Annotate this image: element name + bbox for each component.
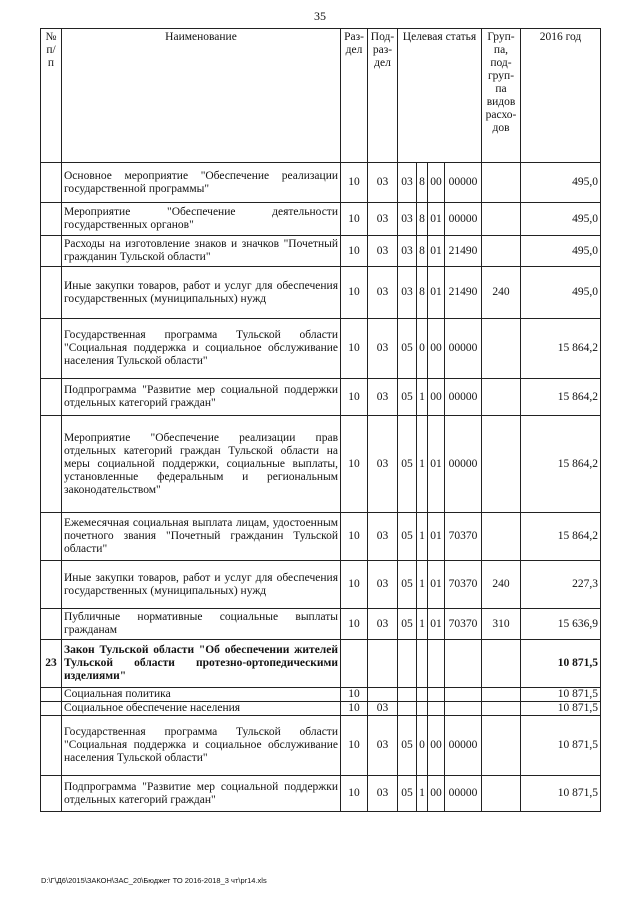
cell-podrazdel: 03 <box>368 561 398 609</box>
cell-target-event: 00 <box>428 379 445 416</box>
table-header-row <box>41 29 601 163</box>
cell-target-direction: 21490 <box>445 236 482 267</box>
cell-num <box>41 236 62 267</box>
table-row <box>41 702 601 716</box>
cell-target-direction: 00000 <box>445 319 482 379</box>
cell-target-subprogram: 1 <box>417 776 428 812</box>
cell-target-event: 01 <box>428 236 445 267</box>
cell-expense-group <box>482 416 521 513</box>
cell-podrazdel: 03 <box>368 319 398 379</box>
cell-amount-2016: 15 864,2 <box>521 319 601 379</box>
table-row <box>41 236 601 267</box>
cell-razdel: 10 <box>341 609 368 640</box>
cell-name: Подпрограмма "Развитие мер социальной поддержки отдельных категорий граждан" <box>62 776 341 812</box>
cell-target-direction: 00000 <box>445 203 482 236</box>
cell-podrazdel: 03 <box>368 163 398 203</box>
cell-amount-2016: 10 871,5 <box>521 702 601 716</box>
cell-target-subprogram: 1 <box>417 561 428 609</box>
cell-amount-2016: 15 636,9 <box>521 609 601 640</box>
cell-expense-group <box>482 236 521 267</box>
cell-podrazdel <box>368 688 398 702</box>
cell-target-direction <box>445 640 482 688</box>
cell-target-subprogram <box>417 688 428 702</box>
cell-target-direction: 00000 <box>445 379 482 416</box>
cell-name: Мероприятие "Обеспечение реализации прав отдельных категорий граждан Тульской области на меры социальной поддержки, социальные выплаты, установленные федеральным и региональным законодательством" <box>62 416 341 513</box>
cell-expense-group <box>482 640 521 688</box>
cell-target-program <box>398 702 417 716</box>
cell-target-event: 01 <box>428 513 445 561</box>
cell-target-direction: 21490 <box>445 267 482 319</box>
cell-name: Основное мероприятие "Обеспечение реализации государственной программы" <box>62 163 341 203</box>
cell-amount-2016: 15 864,2 <box>521 416 601 513</box>
budget-table <box>40 28 601 812</box>
cell-target-event <box>428 688 445 702</box>
table-row <box>41 688 601 702</box>
cell-target-program: 05 <box>398 416 417 513</box>
cell-podrazdel: 03 <box>368 609 398 640</box>
cell-target-subprogram: 8 <box>417 267 428 319</box>
cell-podrazdel: 03 <box>368 702 398 716</box>
cell-expense-group <box>482 163 521 203</box>
cell-target-program: 05 <box>398 379 417 416</box>
cell-name: Государственная программа Тульской области "Социальная поддержка и социальное обслуживание населения Тульской области" <box>62 716 341 776</box>
page-number: 35 <box>314 9 326 23</box>
cell-target-subprogram: 0 <box>417 716 428 776</box>
cell-num <box>41 716 62 776</box>
cell-target-event: 00 <box>428 163 445 203</box>
cell-target-direction: 00000 <box>445 776 482 812</box>
cell-podrazdel: 03 <box>368 267 398 319</box>
cell-target-event <box>428 640 445 688</box>
cell-target-subprogram: 1 <box>417 379 428 416</box>
header-gruppa: Груп- па, под- груп- па видов расхо- дов <box>482 29 521 163</box>
cell-num <box>41 163 62 203</box>
cell-target-program: 05 <box>398 513 417 561</box>
header-num: № п/ п <box>41 29 62 163</box>
cell-name: Публичные нормативные социальные выплаты гражданам <box>62 609 341 640</box>
header-podrazdel: Под- раз- дел <box>368 29 398 163</box>
cell-name: Социальное обеспечение населения <box>62 702 341 716</box>
cell-amount-2016: 10 871,5 <box>521 776 601 812</box>
cell-razdel: 10 <box>341 688 368 702</box>
cell-expense-group <box>482 702 521 716</box>
cell-amount-2016: 495,0 <box>521 267 601 319</box>
cell-target-subprogram: 8 <box>417 163 428 203</box>
file-path-footer: D:\Г\Д6\2015\ЗАКОН\ЗАС_20\Бюджет ТО 2016-2018_3 чт\pr14.xls <box>41 876 267 885</box>
cell-target-event: 01 <box>428 416 445 513</box>
cell-num <box>41 688 62 702</box>
cell-razdel: 10 <box>341 416 368 513</box>
cell-target-program: 03 <box>398 163 417 203</box>
cell-razdel: 10 <box>341 716 368 776</box>
cell-target-subprogram: 1 <box>417 609 428 640</box>
cell-expense-group <box>482 379 521 416</box>
cell-amount-2016: 495,0 <box>521 236 601 267</box>
cell-target-program: 05 <box>398 716 417 776</box>
cell-target-direction: 00000 <box>445 163 482 203</box>
table-row <box>41 203 601 236</box>
header-name: Наименование <box>62 29 341 163</box>
cell-expense-group <box>482 688 521 702</box>
cell-expense-group <box>482 203 521 236</box>
table-row <box>41 513 601 561</box>
cell-target-direction: 70370 <box>445 609 482 640</box>
table-row <box>41 640 601 688</box>
cell-name: Расходы на изготовление знаков и значков "Почетный гражданин Тульской области" <box>62 236 341 267</box>
cell-target-subprogram <box>417 640 428 688</box>
cell-amount-2016: 227,3 <box>521 561 601 609</box>
table-row <box>41 609 601 640</box>
cell-target-subprogram: 0 <box>417 319 428 379</box>
cell-podrazdel <box>368 640 398 688</box>
header-celevaya-statya: Целевая статья <box>398 29 482 163</box>
cell-name: Иные закупки товаров, работ и услуг для обеспечения государственных (муниципальных) нужд <box>62 561 341 609</box>
cell-target-subprogram: 8 <box>417 236 428 267</box>
cell-name: Социальная политика <box>62 688 341 702</box>
cell-target-program: 03 <box>398 267 417 319</box>
cell-expense-group: 310 <box>482 609 521 640</box>
cell-target-event: 00 <box>428 319 445 379</box>
table-row <box>41 319 601 379</box>
cell-name: Иные закупки товаров, работ и услуг для обеспечения государственных (муниципальных) нужд <box>62 267 341 319</box>
cell-num <box>41 513 62 561</box>
cell-target-direction <box>445 702 482 716</box>
cell-target-direction: 70370 <box>445 561 482 609</box>
cell-podrazdel: 03 <box>368 513 398 561</box>
cell-expense-group <box>482 776 521 812</box>
table-row <box>41 776 601 812</box>
cell-target-program: 05 <box>398 609 417 640</box>
cell-target-program: 05 <box>398 776 417 812</box>
cell-target-program: 03 <box>398 236 417 267</box>
cell-num <box>41 203 62 236</box>
cell-podrazdel: 03 <box>368 379 398 416</box>
cell-num <box>41 319 62 379</box>
cell-amount-2016: 10 871,5 <box>521 640 601 688</box>
cell-target-subprogram: 8 <box>417 203 428 236</box>
cell-amount-2016: 495,0 <box>521 163 601 203</box>
cell-amount-2016: 10 871,5 <box>521 688 601 702</box>
cell-target-event: 01 <box>428 609 445 640</box>
cell-podrazdel: 03 <box>368 416 398 513</box>
cell-amount-2016: 15 864,2 <box>521 379 601 416</box>
cell-razdel <box>341 640 368 688</box>
header-year: 2016 год <box>521 29 601 163</box>
cell-amount-2016: 15 864,2 <box>521 513 601 561</box>
table-row <box>41 267 601 319</box>
cell-num <box>41 609 62 640</box>
cell-razdel: 10 <box>341 236 368 267</box>
table-row <box>41 379 601 416</box>
cell-razdel: 10 <box>341 319 368 379</box>
cell-target-program <box>398 640 417 688</box>
cell-razdel: 10 <box>341 702 368 716</box>
cell-expense-group <box>482 513 521 561</box>
cell-expense-group <box>482 319 521 379</box>
cell-target-event: 01 <box>428 267 445 319</box>
cell-name: Закон Тульской области "Об обеспечении жителей Тульской области протезно-ортопедическими изделиями" <box>62 640 341 688</box>
cell-expense-group: 240 <box>482 561 521 609</box>
cell-target-subprogram: 1 <box>417 416 428 513</box>
cell-target-direction: 00000 <box>445 716 482 776</box>
cell-amount-2016: 495,0 <box>521 203 601 236</box>
cell-name: Государственная программа Тульской области "Социальная поддержка и социальное обслуживание населения Тульской области" <box>62 319 341 379</box>
cell-razdel: 10 <box>341 203 368 236</box>
cell-target-program: 05 <box>398 319 417 379</box>
cell-razdel: 10 <box>341 379 368 416</box>
cell-podrazdel: 03 <box>368 716 398 776</box>
cell-name: Подпрограмма "Развитие мер социальной поддержки отдельных категорий граждан" <box>62 379 341 416</box>
cell-amount-2016: 10 871,5 <box>521 716 601 776</box>
cell-target-event: 01 <box>428 203 445 236</box>
cell-podrazdel: 03 <box>368 236 398 267</box>
table-body <box>41 163 601 812</box>
cell-num <box>41 776 62 812</box>
cell-num <box>41 561 62 609</box>
cell-target-direction <box>445 688 482 702</box>
cell-target-event <box>428 702 445 716</box>
cell-target-program: 05 <box>398 561 417 609</box>
cell-target-subprogram <box>417 702 428 716</box>
cell-target-event: 00 <box>428 776 445 812</box>
cell-expense-group: 240 <box>482 267 521 319</box>
cell-target-event: 01 <box>428 561 445 609</box>
cell-target-subprogram: 1 <box>417 513 428 561</box>
cell-target-direction: 70370 <box>445 513 482 561</box>
cell-num: 23 <box>41 640 62 688</box>
cell-target-event: 00 <box>428 716 445 776</box>
cell-razdel: 10 <box>341 163 368 203</box>
cell-razdel: 10 <box>341 776 368 812</box>
cell-podrazdel: 03 <box>368 776 398 812</box>
table-row <box>41 416 601 513</box>
cell-razdel: 10 <box>341 561 368 609</box>
table-row <box>41 561 601 609</box>
cell-target-program: 03 <box>398 203 417 236</box>
cell-name: Мероприятие "Обеспечение деятельности государственных органов" <box>62 203 341 236</box>
cell-razdel: 10 <box>341 513 368 561</box>
cell-name: Ежемесячная социальная выплата лицам, удостоенным почетного звания "Почетный гражданин Тульской области" <box>62 513 341 561</box>
cell-target-program <box>398 688 417 702</box>
table-row <box>41 163 601 203</box>
header-razdel: Раз- дел <box>341 29 368 163</box>
cell-razdel: 10 <box>341 267 368 319</box>
cell-num <box>41 379 62 416</box>
cell-num <box>41 416 62 513</box>
cell-expense-group <box>482 716 521 776</box>
cell-num <box>41 267 62 319</box>
cell-target-direction: 00000 <box>445 416 482 513</box>
cell-num <box>41 702 62 716</box>
table-row <box>41 716 601 776</box>
cell-podrazdel: 03 <box>368 203 398 236</box>
